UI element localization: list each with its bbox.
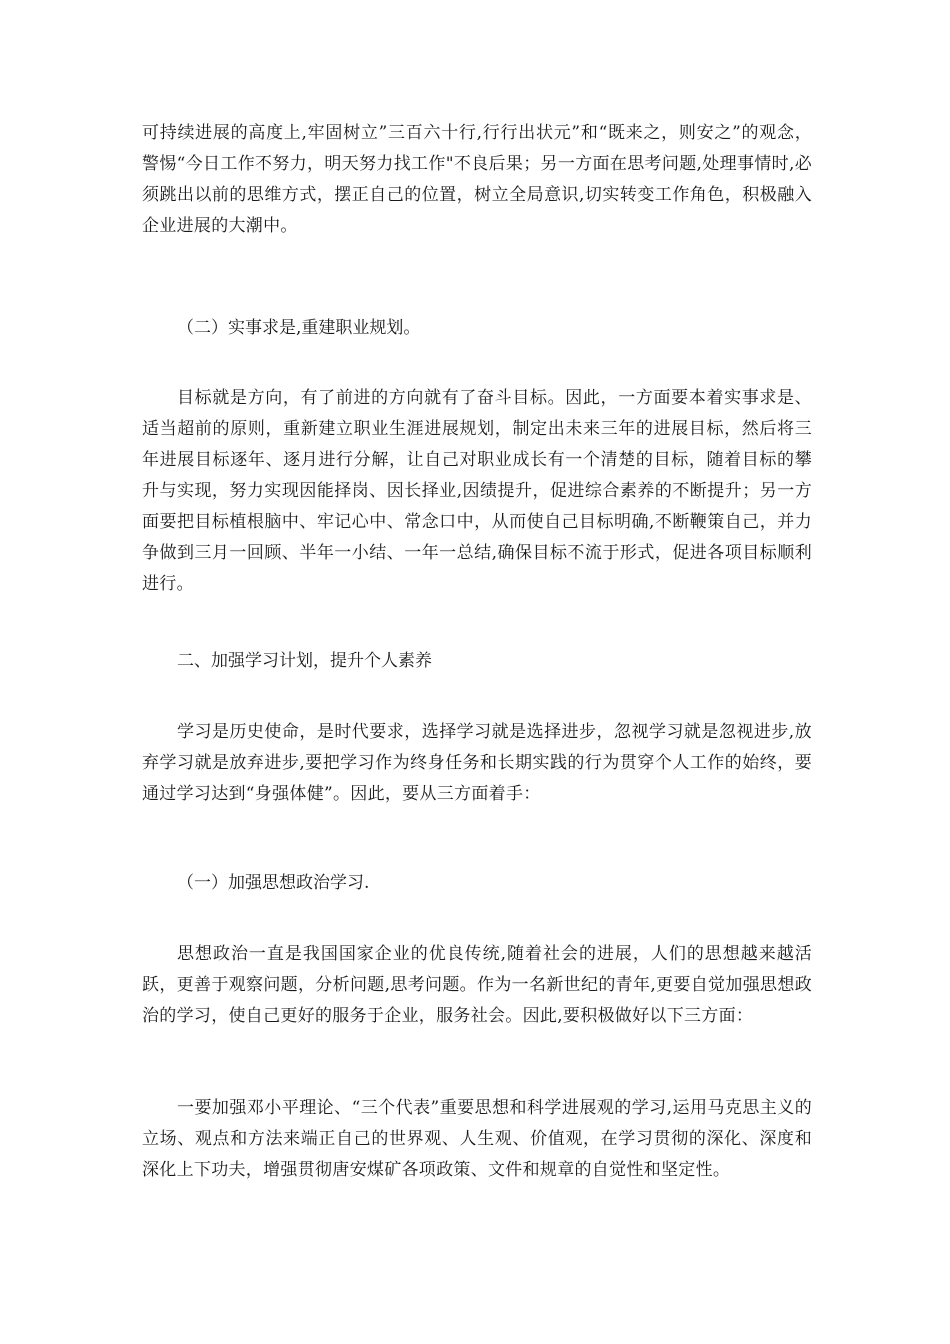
section-heading-2: （二）实事求是,重建职业规划。 (177, 318, 421, 338)
paragraph-political: 思想政治一直是我国国家企业的优良传统,随着社会的进展，人们的思想越来越活跃，更善于观察问题，分析问题,思考问题。作为一名新世纪的青年,更要自觉加强思想政治的学习，使自己更好的服务于企业，服务社会。因此,要积极做好以下三方面： (142, 944, 812, 1026)
paragraph-career-plan: 目标就是方向，有了前进的方向就有了奋斗目标。因此，一方面要本着实事求是、适当超前的原则，重新建立职业生涯进展规划，制定出未来三年的进展目标，然后将三年进展目标逐年、逐月进行分解，让自己对职业成长有一个清楚的目标，随着目标的攀升与实现，努力实现因能择岗、因长择业,因绩提升，促进综合素养的不断提升；另一方面要把目标植根脑中、牢记心中、常念口中，从而使自己目标明确,不断鞭策自己，并力争做到三月一回顾、半年一小结、一年一总结,确保目标不流于形式，促进各项目标顺利进行。 (142, 388, 812, 594)
paragraph-study: 学习是历史使命，是时代要求，选择学习就是选择进步，忽视学习就是忽视进步,放弃学习就是放弃进步,要把学习作为终身任务和长期实践的行为贯穿个人工作的始终，要通过学习达到“身强体健”。因此，要从三方面着手： (142, 722, 812, 804)
section-heading-political-study: （一）加强思想政治学习. (177, 873, 370, 893)
section-heading-study-plan: 二、加强学习计划，提升个人素养 (177, 651, 432, 671)
paragraph-continuation: 可持续进展的高度上,牢固树立”三百六十行,行行出状元”和“既来之，则安之”的观念，警惕“今日工作不努力，明天努力找工作"不良后果；另一方面在思考问题,处理事情时,必须跳出以前的思维方式，摆正自己的位置，树立全局意识,切实转变工作角色，积极融入企业进展的大潮中。 (142, 123, 812, 236)
paragraph-theory-study: 一要加强邓小平理论、“三个代表”重要思想和科学进展观的学习,运用马克思主义的立场、观点和方法来端正自己的世界观、人生观、价值观，在学习贯彻的深化、深度和深化上下功夫，增强贯彻唐安煤矿各项政策、文件和规章的自觉性和坚定性。 (142, 1098, 812, 1180)
